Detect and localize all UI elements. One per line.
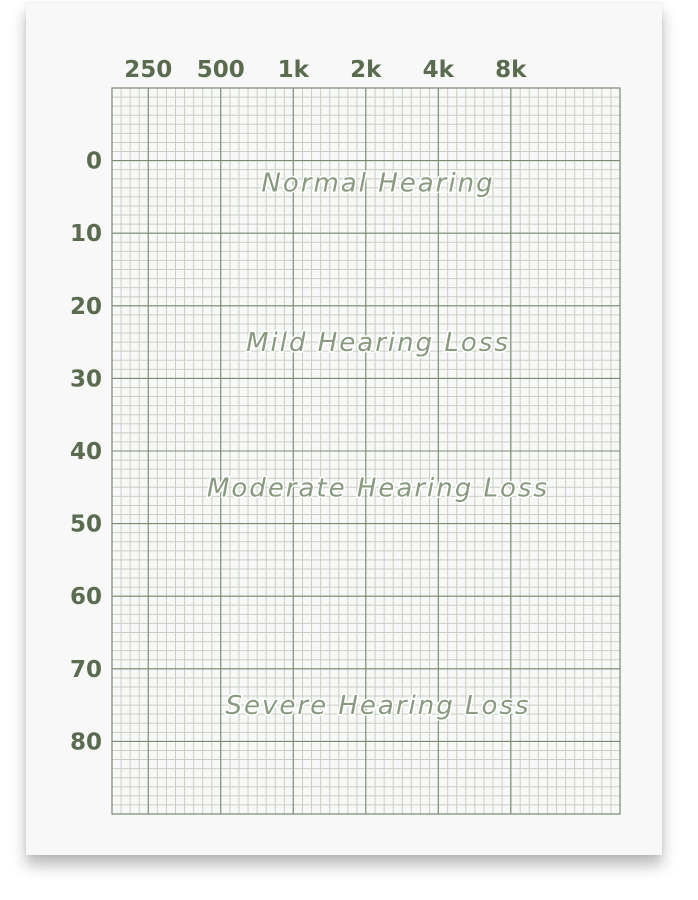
y-tick-label: 10 bbox=[69, 221, 102, 248]
y-tick-label: 0 bbox=[85, 148, 102, 175]
y-tick-label: 70 bbox=[69, 656, 102, 683]
y-tick-label: 30 bbox=[69, 366, 102, 393]
y-tick-label: 40 bbox=[69, 439, 102, 465]
x-tick-label: 250 bbox=[124, 57, 173, 83]
y-tick-label: 80 bbox=[69, 729, 102, 756]
zone-label: Normal Hearing bbox=[261, 168, 495, 199]
x-tick-label: 1k bbox=[277, 57, 309, 83]
x-tick-labels bbox=[124, 57, 527, 83]
y-tick-label: 50 bbox=[69, 511, 102, 538]
zone-label: Moderate Hearing Loss bbox=[206, 473, 550, 504]
y-tick-label: 60 bbox=[69, 584, 102, 611]
zone-label: Severe Hearing Loss bbox=[225, 691, 531, 722]
y-tick-labels bbox=[70, 149, 102, 756]
x-tick-label: 2k bbox=[350, 57, 382, 83]
x-tick-label: 4k bbox=[422, 57, 454, 83]
zone-label: Mild Hearing Loss bbox=[246, 328, 510, 359]
x-tick-label: 8k bbox=[495, 57, 527, 83]
x-tick-label: 500 bbox=[196, 57, 245, 83]
y-tick-label: 20 bbox=[69, 293, 102, 320]
